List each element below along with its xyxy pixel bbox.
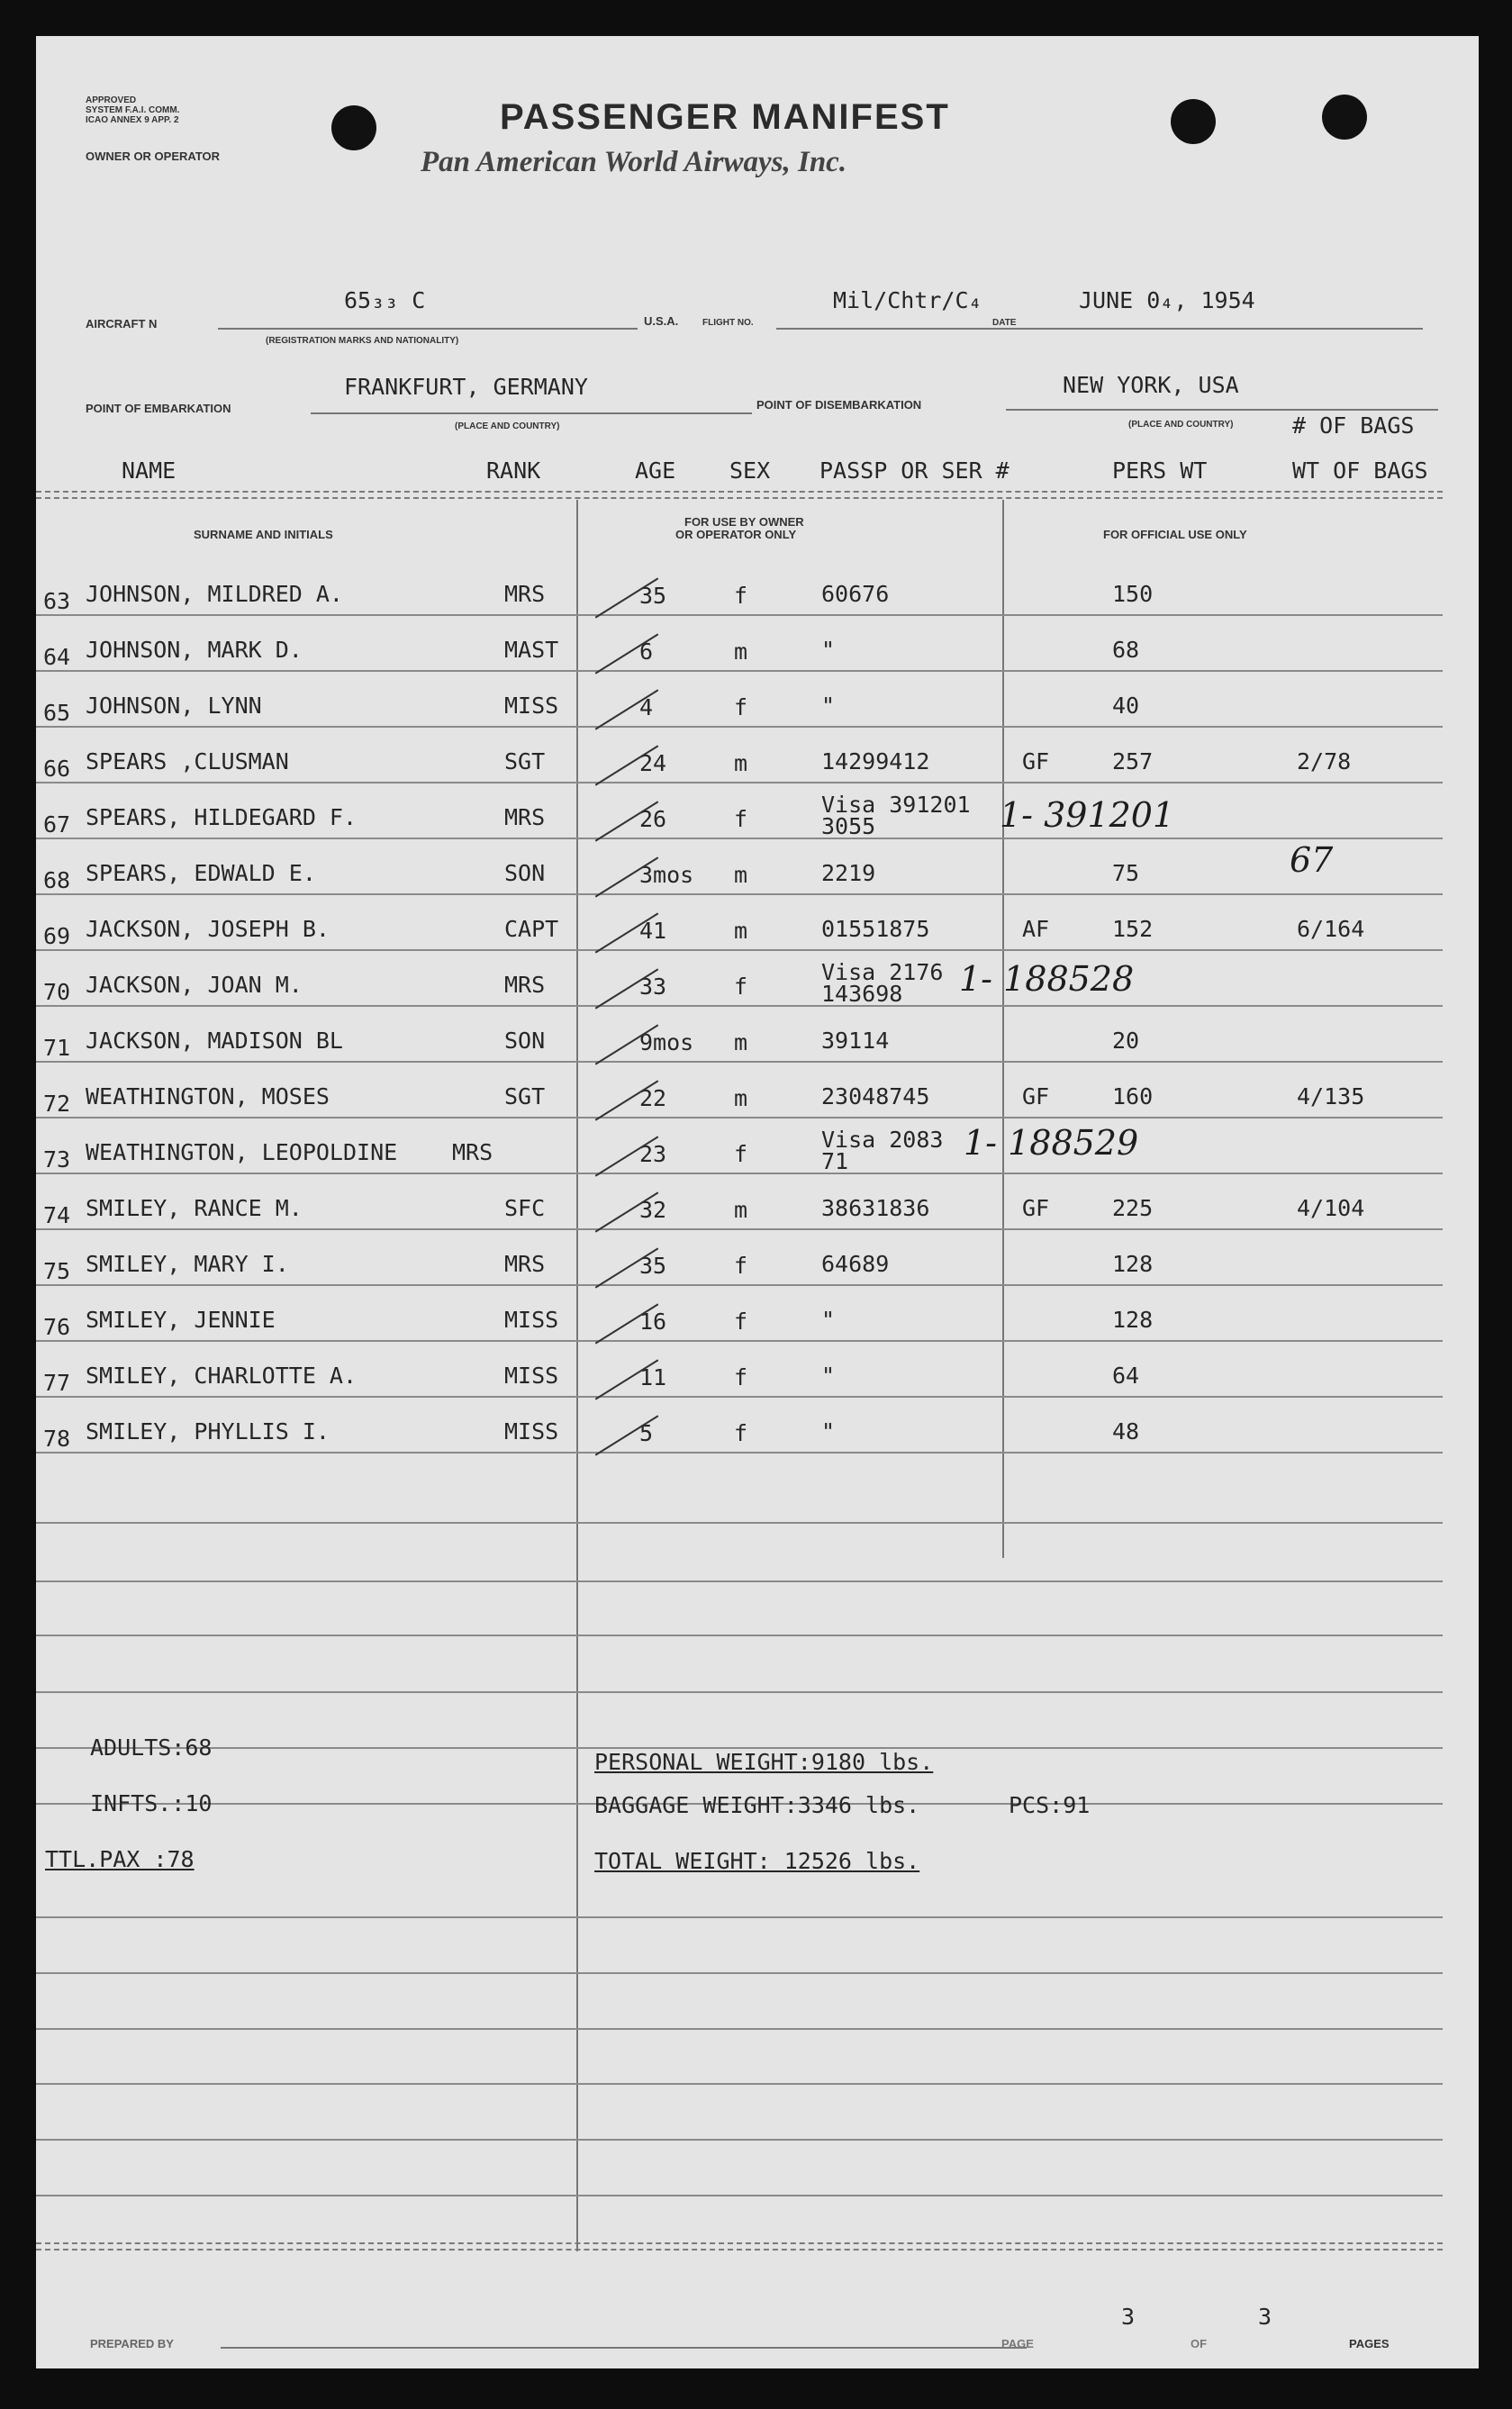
- handwritten-note: 1- 188529: [964, 1123, 1139, 1163]
- passenger-sex: m: [734, 1085, 748, 1111]
- passenger-sex: m: [734, 862, 748, 888]
- row-number: 63: [43, 588, 71, 614]
- passenger-sex: f: [734, 583, 748, 609]
- personal-weight-value: 225: [1112, 1195, 1154, 1221]
- row-rule: [36, 782, 1443, 783]
- passenger-rank: MRS: [504, 972, 546, 998]
- row-number: 68: [43, 867, 71, 893]
- passenger-rank: MAST: [504, 637, 559, 663]
- infants-count: INFTS.:10: [90, 1790, 213, 1816]
- passenger-age: 3mos: [639, 862, 694, 888]
- row-rule: [36, 726, 1443, 728]
- passenger-age: 32: [639, 1197, 667, 1223]
- passenger-name: WEATHINGTON, LEOPOLDINE: [86, 1139, 398, 1165]
- passenger-rank: SON: [504, 860, 546, 886]
- passenger-rank: MISS: [504, 693, 559, 719]
- row-number: 74: [43, 1202, 71, 1228]
- stamp-line: ICAO ANNEX 9 APP. 2: [86, 115, 179, 125]
- passport-number: 39114: [821, 1028, 890, 1054]
- passenger-age: 11: [639, 1364, 667, 1390]
- passport-number: ": [821, 1363, 836, 1389]
- passport-number: Visa 391201: [821, 792, 971, 818]
- row-number: 78: [43, 1426, 71, 1452]
- passenger-name: SPEARS, HILDEGARD F.: [86, 804, 358, 830]
- row-rule: [36, 1228, 1443, 1230]
- aircraft-number: 65₃₃ C: [344, 287, 426, 313]
- passenger-sex: m: [734, 1029, 748, 1055]
- passenger-rank: SGT: [504, 1083, 546, 1109]
- punch-hole: [331, 105, 376, 150]
- column-header-passport: PASSP OR SER #: [819, 457, 1010, 484]
- official-code: AF: [1022, 916, 1050, 942]
- row-number: 75: [43, 1258, 71, 1284]
- row-rule: [36, 1173, 1443, 1174]
- passenger-name: SMILEY, CHARLOTTE A.: [86, 1363, 358, 1389]
- owner-use-subheader: OR OPERATOR ONLY: [675, 528, 797, 541]
- usa-label: U.S.A.: [644, 314, 679, 328]
- passenger-sex: f: [734, 806, 748, 832]
- embarkation-sublabel: (PLACE AND COUNTRY): [455, 421, 560, 431]
- passenger-name: JACKSON, JOSEPH B.: [86, 916, 330, 942]
- owner-use-subheader: FOR USE BY OWNER: [684, 515, 804, 529]
- passenger-sex: m: [734, 1197, 748, 1223]
- passenger-name: JACKSON, MADISON BL: [86, 1028, 343, 1054]
- passport-number: Visa 2083: [821, 1127, 944, 1153]
- passenger-name: SMILEY, PHYLLIS I.: [86, 1418, 330, 1444]
- bags-header: # OF BAGS: [1292, 412, 1415, 439]
- row-rule: [36, 838, 1443, 839]
- handwritten-note: 1- 188528: [959, 959, 1135, 999]
- embarkation-label: POINT OF EMBARKATION: [86, 402, 231, 415]
- personal-weight-value: 64: [1112, 1363, 1140, 1389]
- passenger-rank: MISS: [504, 1363, 559, 1389]
- manifest-sheet: [36, 36, 1479, 2368]
- disembarkation-place: NEW YORK, USA: [1063, 372, 1239, 398]
- surname-subheader: SURNAME AND INITIALS: [194, 528, 333, 541]
- official-use-subheader: FOR OFFICIAL USE ONLY: [1103, 528, 1247, 541]
- passenger-age: 24: [639, 750, 667, 776]
- bags-value: 2/78: [1297, 748, 1352, 774]
- passenger-sex: m: [734, 638, 748, 665]
- passport-number: 3055: [821, 813, 876, 839]
- passenger-name: JOHNSON, LYNN: [86, 693, 262, 719]
- passenger-age: 5: [639, 1420, 654, 1446]
- row-number: 76: [43, 1314, 71, 1340]
- punch-hole: [1322, 95, 1367, 140]
- passenger-name: JOHNSON, MARK D.: [86, 637, 303, 663]
- adults-count: ADULTS:68: [90, 1734, 213, 1761]
- row-number: 64: [43, 644, 71, 670]
- passenger-rank: MISS: [504, 1307, 559, 1333]
- prepared-by-label: PREPARED BY: [90, 2337, 174, 2350]
- passenger-rank: CAPT: [504, 916, 559, 942]
- passenger-age: 6: [639, 638, 654, 665]
- passenger-age: 16: [639, 1309, 667, 1335]
- bags-value: 4/135: [1297, 1083, 1365, 1109]
- passenger-rank: MRS: [452, 1139, 493, 1165]
- personal-weight-value: 20: [1112, 1028, 1140, 1054]
- passport-number: 71: [821, 1148, 849, 1174]
- passenger-name: SPEARS, EDWALD E.: [86, 860, 316, 886]
- row-rule: [36, 1284, 1443, 1286]
- row-number: 69: [43, 923, 71, 949]
- passenger-rank: MRS: [504, 581, 546, 607]
- passport-number: ": [821, 637, 836, 663]
- passport-number: 60676: [821, 581, 890, 607]
- page-title: PASSENGER MANIFEST: [500, 97, 950, 137]
- passenger-age: 35: [639, 583, 667, 609]
- passenger-sex: f: [734, 1141, 748, 1167]
- passport-number: ": [821, 1418, 836, 1444]
- row-number: 73: [43, 1146, 71, 1173]
- personal-weight-value: 128: [1112, 1307, 1154, 1333]
- official-code: GF: [1022, 748, 1050, 774]
- aircraft-label: AIRCRAFT N: [86, 317, 158, 331]
- embarkation-place: FRANKFURT, GERMANY: [344, 374, 588, 400]
- total-passengers: TTL.PAX :78: [45, 1846, 195, 1872]
- official-code: GF: [1022, 1083, 1050, 1109]
- approval-stamp: [86, 95, 179, 125]
- passport-number: 38631836: [821, 1195, 930, 1221]
- column-divider: [576, 500, 578, 2251]
- baggage-weight: BAGGAGE WEIGHT:3346 lbs.: [594, 1792, 920, 1818]
- official-code: GF: [1022, 1195, 1050, 1221]
- personal-weight-value: 40: [1112, 693, 1140, 719]
- passenger-sex: f: [734, 1420, 748, 1446]
- row-rule: [36, 614, 1443, 616]
- personal-weight-value: 257: [1112, 748, 1154, 774]
- passenger-name: SPEARS ,CLUSMAN: [86, 748, 289, 774]
- personal-weight-value: 48: [1112, 1418, 1140, 1444]
- passport-number: 143698: [821, 981, 903, 1007]
- date-label: DATE: [992, 318, 1017, 328]
- row-rule: [36, 1452, 1443, 1454]
- passport-number: 64689: [821, 1251, 890, 1277]
- owner-label: OWNER OR OPERATOR: [86, 149, 221, 163]
- passenger-rank: SON: [504, 1028, 546, 1054]
- page-number: 3: [1121, 2304, 1136, 2330]
- row-rule: [36, 1396, 1443, 1398]
- passenger-name: SMILEY, MARY I.: [86, 1251, 289, 1277]
- aircraft-sublabel: (REGISTRATION MARKS AND NATIONALITY): [266, 336, 459, 346]
- handwritten-note: 67: [1290, 840, 1334, 880]
- disembarkation-label: POINT OF DISEMBARKATION: [756, 398, 922, 412]
- row-number: 77: [43, 1370, 71, 1396]
- personal-weight-value: 128: [1112, 1251, 1154, 1277]
- passenger-name: SMILEY, RANCE M.: [86, 1195, 303, 1221]
- disembarkation-sublabel: (PLACE AND COUNTRY): [1128, 420, 1234, 430]
- passenger-age: 9mos: [639, 1029, 694, 1055]
- passenger-age: 4: [639, 694, 654, 720]
- passenger-sex: f: [734, 1309, 748, 1335]
- passenger-rank: MRS: [504, 804, 546, 830]
- column-header-wt-bags: WT OF BAGS: [1292, 457, 1428, 484]
- passport-number: 2219: [821, 860, 876, 886]
- punch-hole: [1171, 99, 1216, 144]
- row-number: 65: [43, 700, 71, 726]
- passport-number: 14299412: [821, 748, 930, 774]
- personal-weight-value: 152: [1112, 916, 1154, 942]
- page-label: PAGE: [1001, 2337, 1034, 2350]
- column-header-pers-wt: PERS WT: [1112, 457, 1208, 484]
- personal-weight-value: 160: [1112, 1083, 1154, 1109]
- column-header-sex: SEX: [729, 457, 771, 484]
- of-label: OF: [1191, 2337, 1208, 2350]
- personal-weight-value: 75: [1112, 860, 1140, 886]
- passenger-age: 22: [639, 1085, 667, 1111]
- stamp-line: APPROVED: [86, 95, 137, 105]
- bags-value: 6/164: [1297, 916, 1365, 942]
- row-rule: [36, 670, 1443, 672]
- row-rule: [36, 1005, 1443, 1007]
- handwritten-note: 1- 391201: [1000, 795, 1175, 835]
- passenger-sex: m: [734, 918, 748, 944]
- passenger-age: 35: [639, 1253, 667, 1279]
- passenger-sex: f: [734, 1253, 748, 1279]
- column-header-rank: RANK: [486, 457, 541, 484]
- passenger-age: 23: [639, 1141, 667, 1167]
- row-rule: [36, 949, 1443, 951]
- personal-weight: PERSONAL WEIGHT:9180 lbs.: [594, 1749, 934, 1775]
- passport-number: ": [821, 1307, 836, 1333]
- row-number: 67: [43, 811, 71, 838]
- row-number: 71: [43, 1035, 71, 1061]
- passenger-name: WEATHINGTON, MOSES: [86, 1083, 330, 1109]
- flight-label: FLIGHT NO.: [702, 318, 754, 328]
- passenger-rank: MISS: [504, 1418, 559, 1444]
- passenger-name: JACKSON, JOAN M.: [86, 972, 303, 998]
- personal-weight-value: 68: [1112, 637, 1140, 663]
- airline-name: Pan American World Airways, Inc.: [421, 146, 847, 178]
- passport-number: ": [821, 693, 836, 719]
- row-number: 72: [43, 1091, 71, 1117]
- passenger-name: SMILEY, JENNIE: [86, 1307, 276, 1333]
- passenger-sex: f: [734, 694, 748, 720]
- row-rule: [36, 1340, 1443, 1342]
- passenger-sex: f: [734, 974, 748, 1000]
- passenger-sex: m: [734, 750, 748, 776]
- passenger-sex: f: [734, 1364, 748, 1390]
- passenger-rank: SGT: [504, 748, 546, 774]
- passenger-rank: MRS: [504, 1251, 546, 1277]
- flight-date: JUNE 0₄, 1954: [1079, 287, 1255, 313]
- page-total: 3: [1258, 2304, 1272, 2330]
- passport-number: 01551875: [821, 916, 930, 942]
- row-rule: [36, 1061, 1443, 1063]
- column-header-age: AGE: [635, 457, 676, 484]
- passenger-rank: SFC: [504, 1195, 546, 1221]
- row-rule: [36, 1117, 1443, 1118]
- row-rule: [36, 893, 1443, 895]
- pieces-count: PCS:91: [1009, 1792, 1091, 1818]
- row-number: 66: [43, 756, 71, 782]
- column-divider: [1002, 500, 1004, 1558]
- passenger-age: 33: [639, 974, 667, 1000]
- pages-label: PAGES: [1349, 2337, 1390, 2350]
- passenger-name: JOHNSON, MILDRED A.: [86, 581, 343, 607]
- flight-number: Mil/Chtr/C₄: [833, 287, 982, 313]
- passport-number: Visa 2176: [821, 959, 944, 985]
- row-number: 70: [43, 979, 71, 1005]
- personal-weight-value: 150: [1112, 581, 1154, 607]
- passenger-age: 41: [639, 918, 667, 944]
- stamp-line: SYSTEM F.A.I. COMM.: [86, 105, 180, 115]
- total-weight: TOTAL WEIGHT: 12526 lbs.: [594, 1848, 920, 1874]
- column-header-name: NAME: [122, 457, 177, 484]
- passenger-age: 26: [639, 806, 667, 832]
- bags-value: 4/104: [1297, 1195, 1365, 1221]
- passport-number: 23048745: [821, 1083, 930, 1109]
